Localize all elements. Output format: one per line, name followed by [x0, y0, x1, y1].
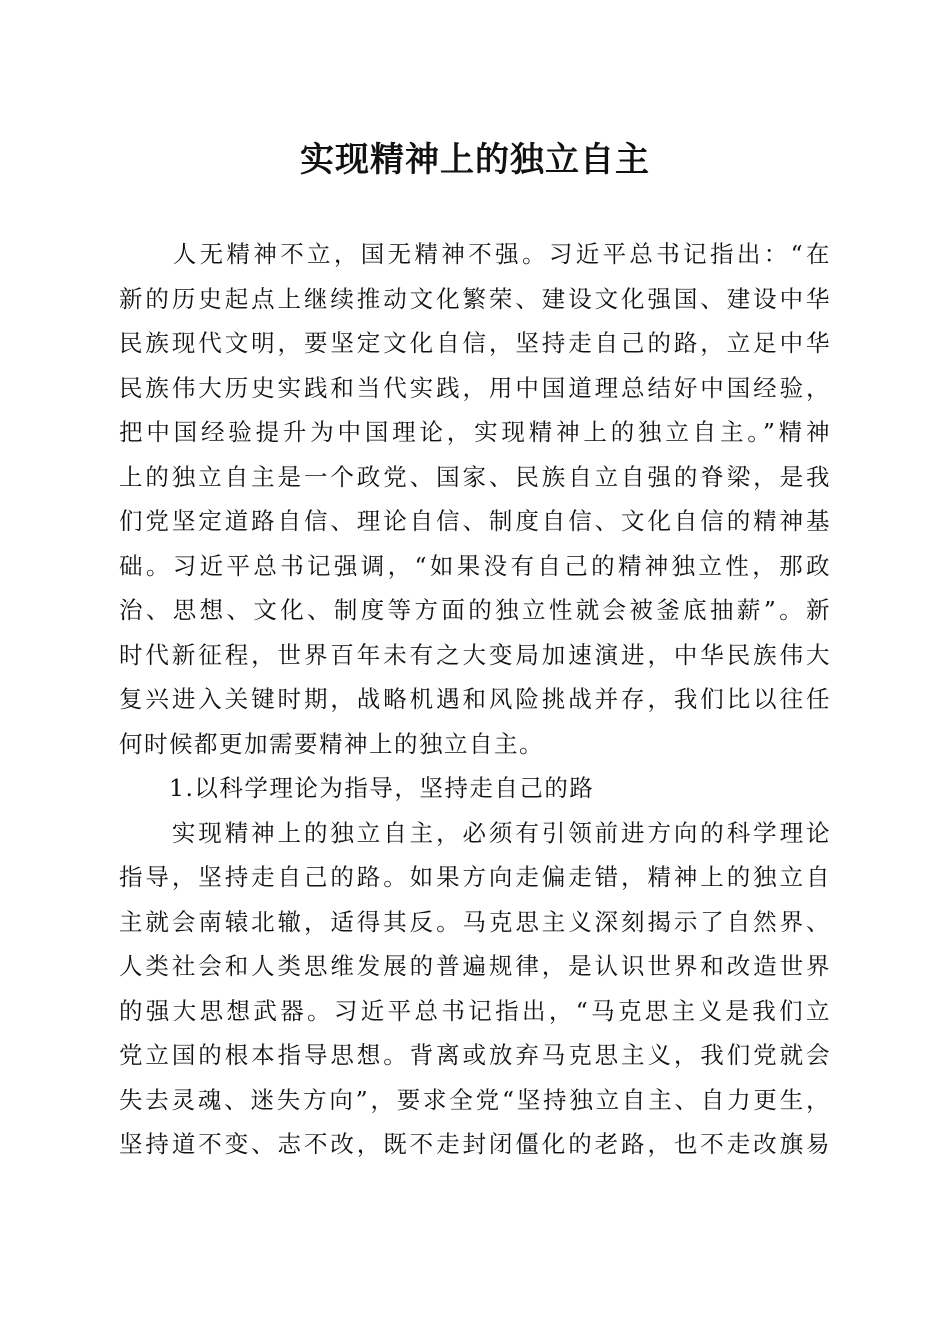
text-line: 们党坚定道路自信、理论自信、制度自信、文化自信的精神基 — [119, 507, 831, 535]
text-line: 把中国经验提升为中国理论，实现精神上的独立自主。”精神 — [119, 418, 831, 446]
text-line: 实现精神上的独立自主，必须有引领前进方向的科学理论 — [119, 818, 831, 847]
section-heading-text: 1.以科学理论为指导，坚持走自己的路 — [119, 774, 595, 802]
text-line: 指导，坚持走自己的路。如果方向走偏走错，精神上的独立自 — [119, 863, 831, 891]
text-line: 主就会南辕北辙，适得其反。马克思主义深刻揭示了自然界、 — [119, 907, 831, 936]
text-line: 时代新征程，世界百年未有之大变局加速演进，中华民族伟大 — [119, 640, 831, 669]
document-body — [119, 232, 831, 1167]
text-line: 新的历史起点上继续推动文化繁荣、建设文化强国、建设中华 — [119, 284, 831, 313]
text-line: 治、思想、文化、制度等方面的独立性就会被釜底抽薪”。新 — [119, 596, 831, 624]
paragraph-intro — [119, 232, 831, 766]
text-line: 础。习近平总书记强调，“如果没有自己的精神独立性，那政 — [119, 551, 831, 580]
text-line: 的强大思想武器。习近平总书记指出，“马克思主义是我们立 — [119, 996, 831, 1025]
section-heading — [119, 766, 831, 811]
text-line: 党立国的根本指导思想。背离或放弃马克思主义，我们党就会 — [119, 1041, 831, 1069]
text-line: 坚持道不变、志不改，既不走封闭僵化的老路，也不走改旗易 — [119, 1130, 831, 1158]
text-line: 复兴进入关键时期，战略机遇和风险挑战并存，我们比以往任 — [119, 685, 831, 713]
page-title: 实现精神上的独立自主 — [300, 140, 650, 180]
text-line: 上的独立自主是一个政党、国家、民族自立自强的脊梁，是我 — [119, 462, 831, 491]
text-line: 何时候都更加需要精神上的独立自主。 — [119, 729, 544, 758]
text-line: 民族伟大历史实践和当代实践，用中国道理总结好中国经验， — [119, 373, 831, 402]
text-line: 人无精神不立，国无精神不强。习近平总书记指出：“在 — [119, 240, 831, 268]
paragraph-section-1 — [119, 811, 831, 1167]
text-line: 民族现代文明，要坚定文化自信，坚持走自己的路，立足中华 — [119, 329, 831, 357]
text-line: 人类社会和人类思维发展的普遍规律，是认识世界和改造世界 — [119, 952, 831, 980]
text-line: 失去灵魂、迷失方向”，要求全党“坚持独立自主、自力更生， — [119, 1085, 831, 1114]
